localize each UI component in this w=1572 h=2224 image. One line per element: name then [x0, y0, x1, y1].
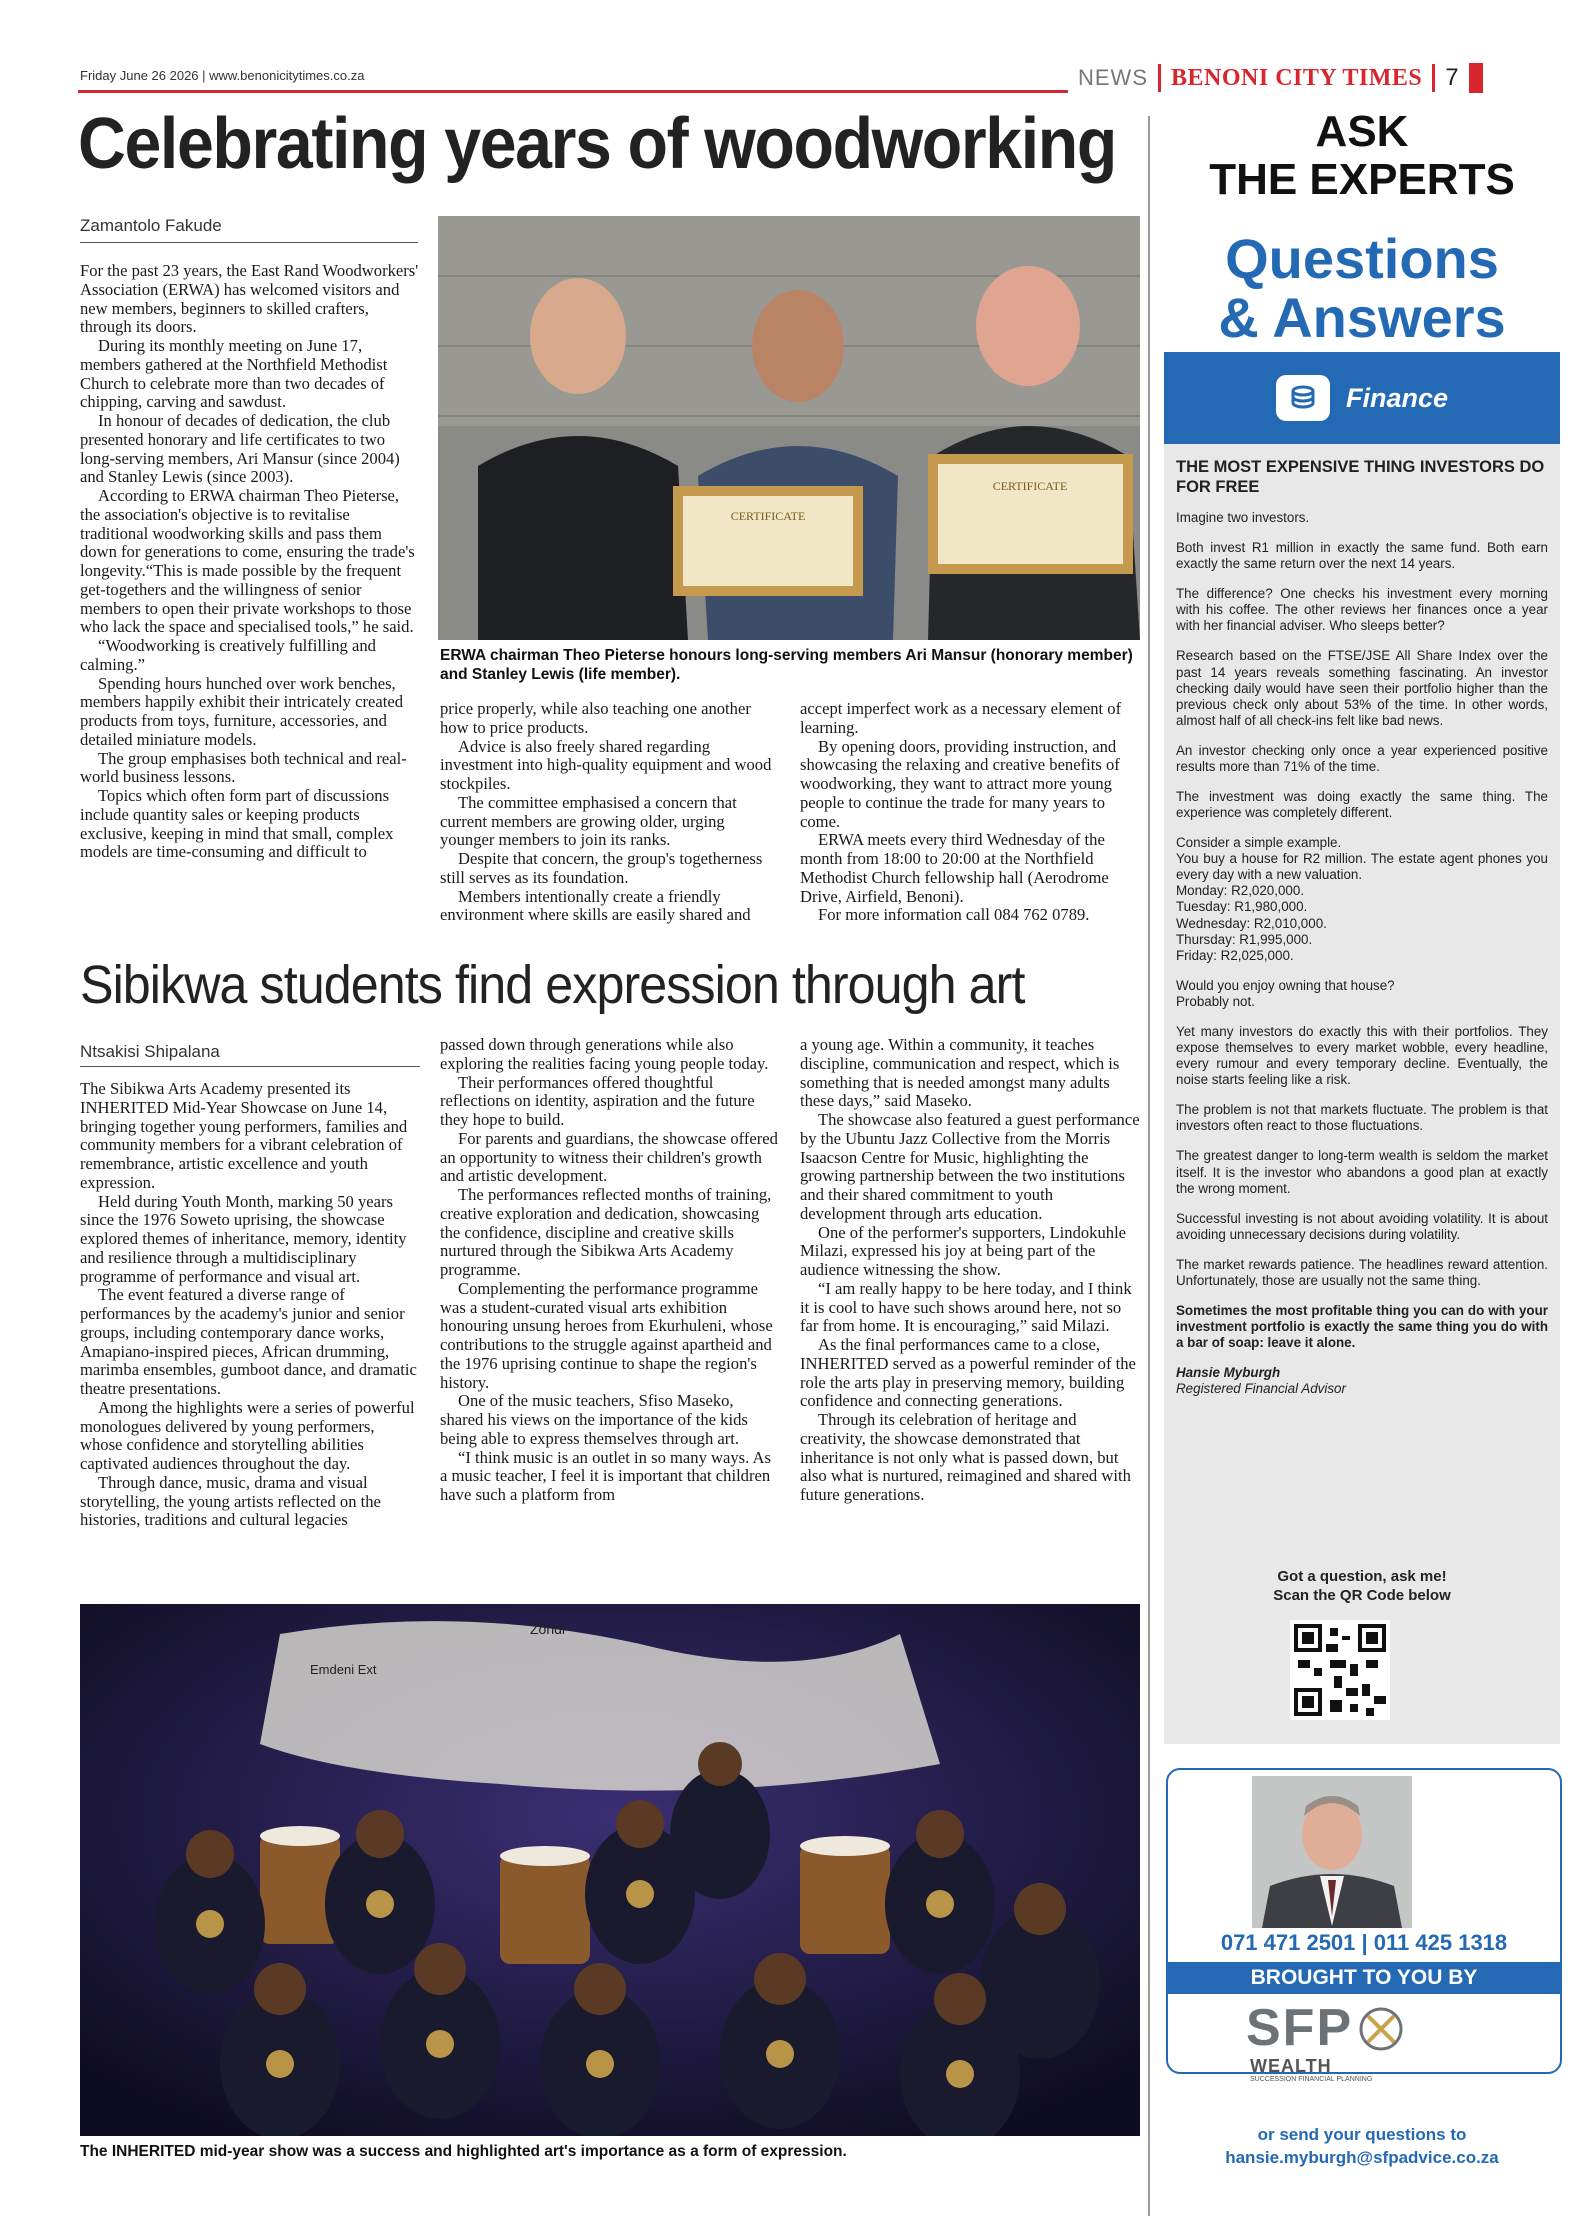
page-date-url: Friday June 26 2026 | www.benonicitytimes.co.za: [80, 68, 365, 83]
byline-rule: [80, 1066, 420, 1067]
sfp-logo-icon: [1358, 2006, 1404, 2052]
brought-to-you-by: BROUGHT TO YOU BY: [1168, 1962, 1560, 1994]
article2-col1: The Sibikwa Arts Academy presented its INHERITED Mid-Year Showcase on June 14, bringing together young performers, families and community members for a vibrant celebration of remembrance, artistic excellence and youth expression. Held during Youth Month, marking 50 years since the 1976 Soweto uprising, the showcase explored themes of inheritance, memory, identity and resilience through a multidisciplinary programme of performance and visual art. The event featured a diverse range of performances by the academy's junior and senior groups, including contemporary dance works, Amapiano-inspired pieces, African drumming, marimba ensembles, gumboot dance, and dramatic theatre presentations. Among the highlights were a series of powerful monologues delivered by young performers, whose confidence and storytelling abilities captivated audiences throughout the day. Through dance, music, drama and visual storytelling, the young artists reflected on the histories, traditions and cultural legacies: [80, 1079, 417, 1530]
header-rule: [78, 90, 1068, 93]
advisor-portrait: [1252, 1776, 1412, 1928]
photo1-caption: ERWA chairman Theo Pieterse honours long-serving members Ari Mansur (honorary member) and Stanley Lewis (life member).: [440, 647, 1133, 684]
certificate-text: CERTIFICATE: [730, 509, 806, 523]
finance-label: Finance: [1345, 382, 1449, 413]
advisor-email-link[interactable]: hansie.myburgh@sfpadvice.co.za: [1225, 2147, 1499, 2167]
backdrop-label: Zondi: [530, 1621, 566, 1637]
certificate-text: CERTIFICATE: [992, 479, 1068, 493]
questions-answers-title: Questions & Answers: [1218, 227, 1506, 349]
advisor-phone-numbers: 071 471 2501 | 011 425 1318: [1220, 1930, 1508, 1955]
divider: [1158, 64, 1161, 92]
masthead: [1078, 62, 1483, 94]
sfp-wealth: WEALTH: [1250, 2056, 1332, 2076]
article1-col2: price properly, while also teaching one another how to price products. Advice is also freely shared regarding investment into high-quality equipment and wood stockpiles. The committee emphasised a concern that current members are growing older, urging younger members to join its ranks. Despite that concern, the group's togetherness still serves as its foundation. Members intentionally create a friendly environment where skills are easily shared and: [440, 699, 772, 925]
accent-block: [1469, 63, 1483, 93]
qa-heading: THE MOST EXPENSIVE THING INVESTORS DO FOR FREE: [1176, 458, 1545, 496]
photo2-caption: The INHERITED mid-year show was a success and highlighted art's importance as a form of expression.: [80, 2143, 847, 2160]
article1-col3: accept imperfect work as a necessary element of learning. By opening doors, providing instruction, and showcasing the relaxing and creative benefits of woodworking, they want to attract more young people to continue the trade for many years to come. ERWA meets every third Wednesday of the month from 18:00 to 20:00 at the Northfield Methodist Church fellowship hall (Aerodrome Drive, Airfield, Benoni). For more information call 084 762 0789.: [800, 699, 1122, 925]
byline-2: Ntsakisi Shipalana: [80, 1042, 220, 1061]
headline-woodworking: Celebrating years of woodworking: [78, 104, 1116, 184]
money-stack-icon: [1276, 375, 1330, 421]
headline-sibikwa: Sibikwa students find expression through art: [80, 955, 1025, 1015]
section-label: NEWS: [1078, 65, 1148, 90]
sibikwa-performers-photo: [80, 1604, 1140, 2136]
paper-name: BENONI CITY TIMES: [1171, 64, 1423, 91]
woodworking-photo: [438, 216, 1140, 640]
sfp-subtitle: SUCCESSION FINANCIAL PLANNING: [1250, 2076, 1373, 2083]
backdrop-label: Emdeni Ext: [310, 1662, 377, 1677]
article2-col3: a young age. Within a community, it teaches discipline, communication and respect, which is something that is needed amongst many adults these days,” said Maseko. The showcase also featured a guest performance by the Ubuntu Jazz Collective from the Morris Isaacson Centre for Music, highlighting the growing partnership between the two institutions and their shared commitment to youth development through arts education. One of the performer's supporters, Lindokuhle Milazi, expressed his joy at being part of the audience witnessing the show. “I am really happy to be here today, and I think it is cool to have such shows around here, not so far from home. It is encouraging,” said Milazi. As the final performances came to a close, INHERITED served as a powerful reminder of the role the arts play in preserving memory, building confidence and connecting generations. Through its celebration of heritage and creativity, the showcase demonstrated that inheritance is not only what is passed down, but also what is nurtured, reimagined and shared with future generations.: [800, 1035, 1140, 1504]
qr-call-to-action: Got a question, ask me! Scan the QR Code below: [1273, 1568, 1451, 1604]
ask-the-experts-title: ASK THE EXPERTS: [1209, 107, 1515, 204]
article2-col2: passed down through generations while also exploring the realities facing young people today. Their performances offered thoughtful reflections on identity, aspiration and the future they hope to build. For parents and guardians, the showcase offered an opportunity to witness their children's growth and artistic development. The performances reflected months of training, creative exploration and dedication, showcasing the confidence, discipline and creative skills nurtured through the Sibikwa Arts Academy programme. Complementing the performance programme was a student-curated visual arts exhibition honouring unsung heroes from Ekurhuleni, whose contributions to the struggle against apartheid and the 1976 uprising continue to shape the region's history. One of the music teachers, Sfiso Maseko, shared his views on the importance of the kids being able to express themselves through art. “I think music is an outlet in so many ways. As a music teacher, I feel it is important that children have such a platform from: [440, 1035, 778, 1504]
column-divider: [1148, 116, 1150, 2216]
qa-body: Imagine two investors. Both invest R1 million in exactly the same fund. Both earn exactly the same return over the next 14 years. The difference? One checks his investment every morning with his coffee. The other reviews her finances once a year with her financial adviser. Who sleeps better? Research based on the FTSE/JSE All Share Index over the past 14 years reveals something fascinating. An investor checking daily would have seen their portfolio higher than the previous check only about 53% of the time. In other words, almost half of all check-ins felt like bad news. An investor checking only once a year experienced positive results more than 71% of the time. The investment was doing exactly the same thing. The experience was completely different. Consider a simple example. You buy a house for R2 million. The estate agent phones you every day with a new valuation. Monday: R2,020,000. Tuesday: R1,980,000. Wednesday: R2,010,000. Thursday: R1,995,000. Friday: R2,025,000. Would you enjoy owning that house? Probably not. Yet many investors do exactly this with their portfolios. They expose themselves to every market wobble, every headline, every rumour and every temporary decline. Eventually, the noise starts feeling like a risk. The problem is not that markets fluctuate. The problem is that investors often react to those fluctuations. The greatest danger to long-term wealth is seldom the market itself. It is the investor who abandons a good plan at exactly the wrong moment. Successful investing is not about avoiding volatility. It is about avoiding unnecessary decisions during volatility. The market rewards patience. The headlines reward attention. Unfortunately, those are usually not the same thing. Sometimes the most profitable thing you can do with your investment portfolio is exactly the same thing you do with a bar of soap: leave it alone. Hansie Myburgh Registered Financial Advisor: [1176, 510, 1548, 1397]
send-questions: or send your questions to hansie.myburgh@sfpadvice.co.za: [1160, 2124, 1564, 2170]
page-number: 7: [1445, 64, 1459, 91]
byline-1: Zamantolo Fakude: [80, 216, 222, 235]
byline-rule: [80, 242, 418, 243]
qr-code-icon[interactable]: [1290, 1620, 1390, 1720]
article1-col1: For the past 23 years, the East Rand Woodworkers' Association (ERWA) has welcomed visitors and new members, beginners to skilled crafters, through its doors. During its monthly meeting on June 17, members gathered at the Northfield Methodist Church to celebrate more than two decades of chipping, carving and sawdust. In honour of decades of dedication, the club presented honorary and life certificates to two long-serving members, Ari Mansur (since 2004) and Stanley Lewis (since 2003). According to ERWA chairman Theo Pieterse, the association's objective is to revitalise traditional woodworking skills and pass them down for generations to come, ensuring the trade's longevity.“This is made possible by the frequent get-togethers and the willingness of senior members to open their private workshops to those who lack the space and specialised tools,” he said. “Woodworking is creatively fulfilling and calming.” Spending hours hunched over work benches, members happily exhibit their intricately created products from toys, furniture, accessories, and detailed miniature models. The group emphasises both technical and real-world business lessons. Topics which often form part of discussions include quantity sales or keeping products exclusive, keeping in mind that small, complex models are time-consuming and difficult to: [80, 261, 419, 862]
finance-banner: [1164, 352, 1560, 444]
divider: [1432, 64, 1435, 92]
sfp-logo-text: SFP: [1246, 1999, 1354, 2057]
